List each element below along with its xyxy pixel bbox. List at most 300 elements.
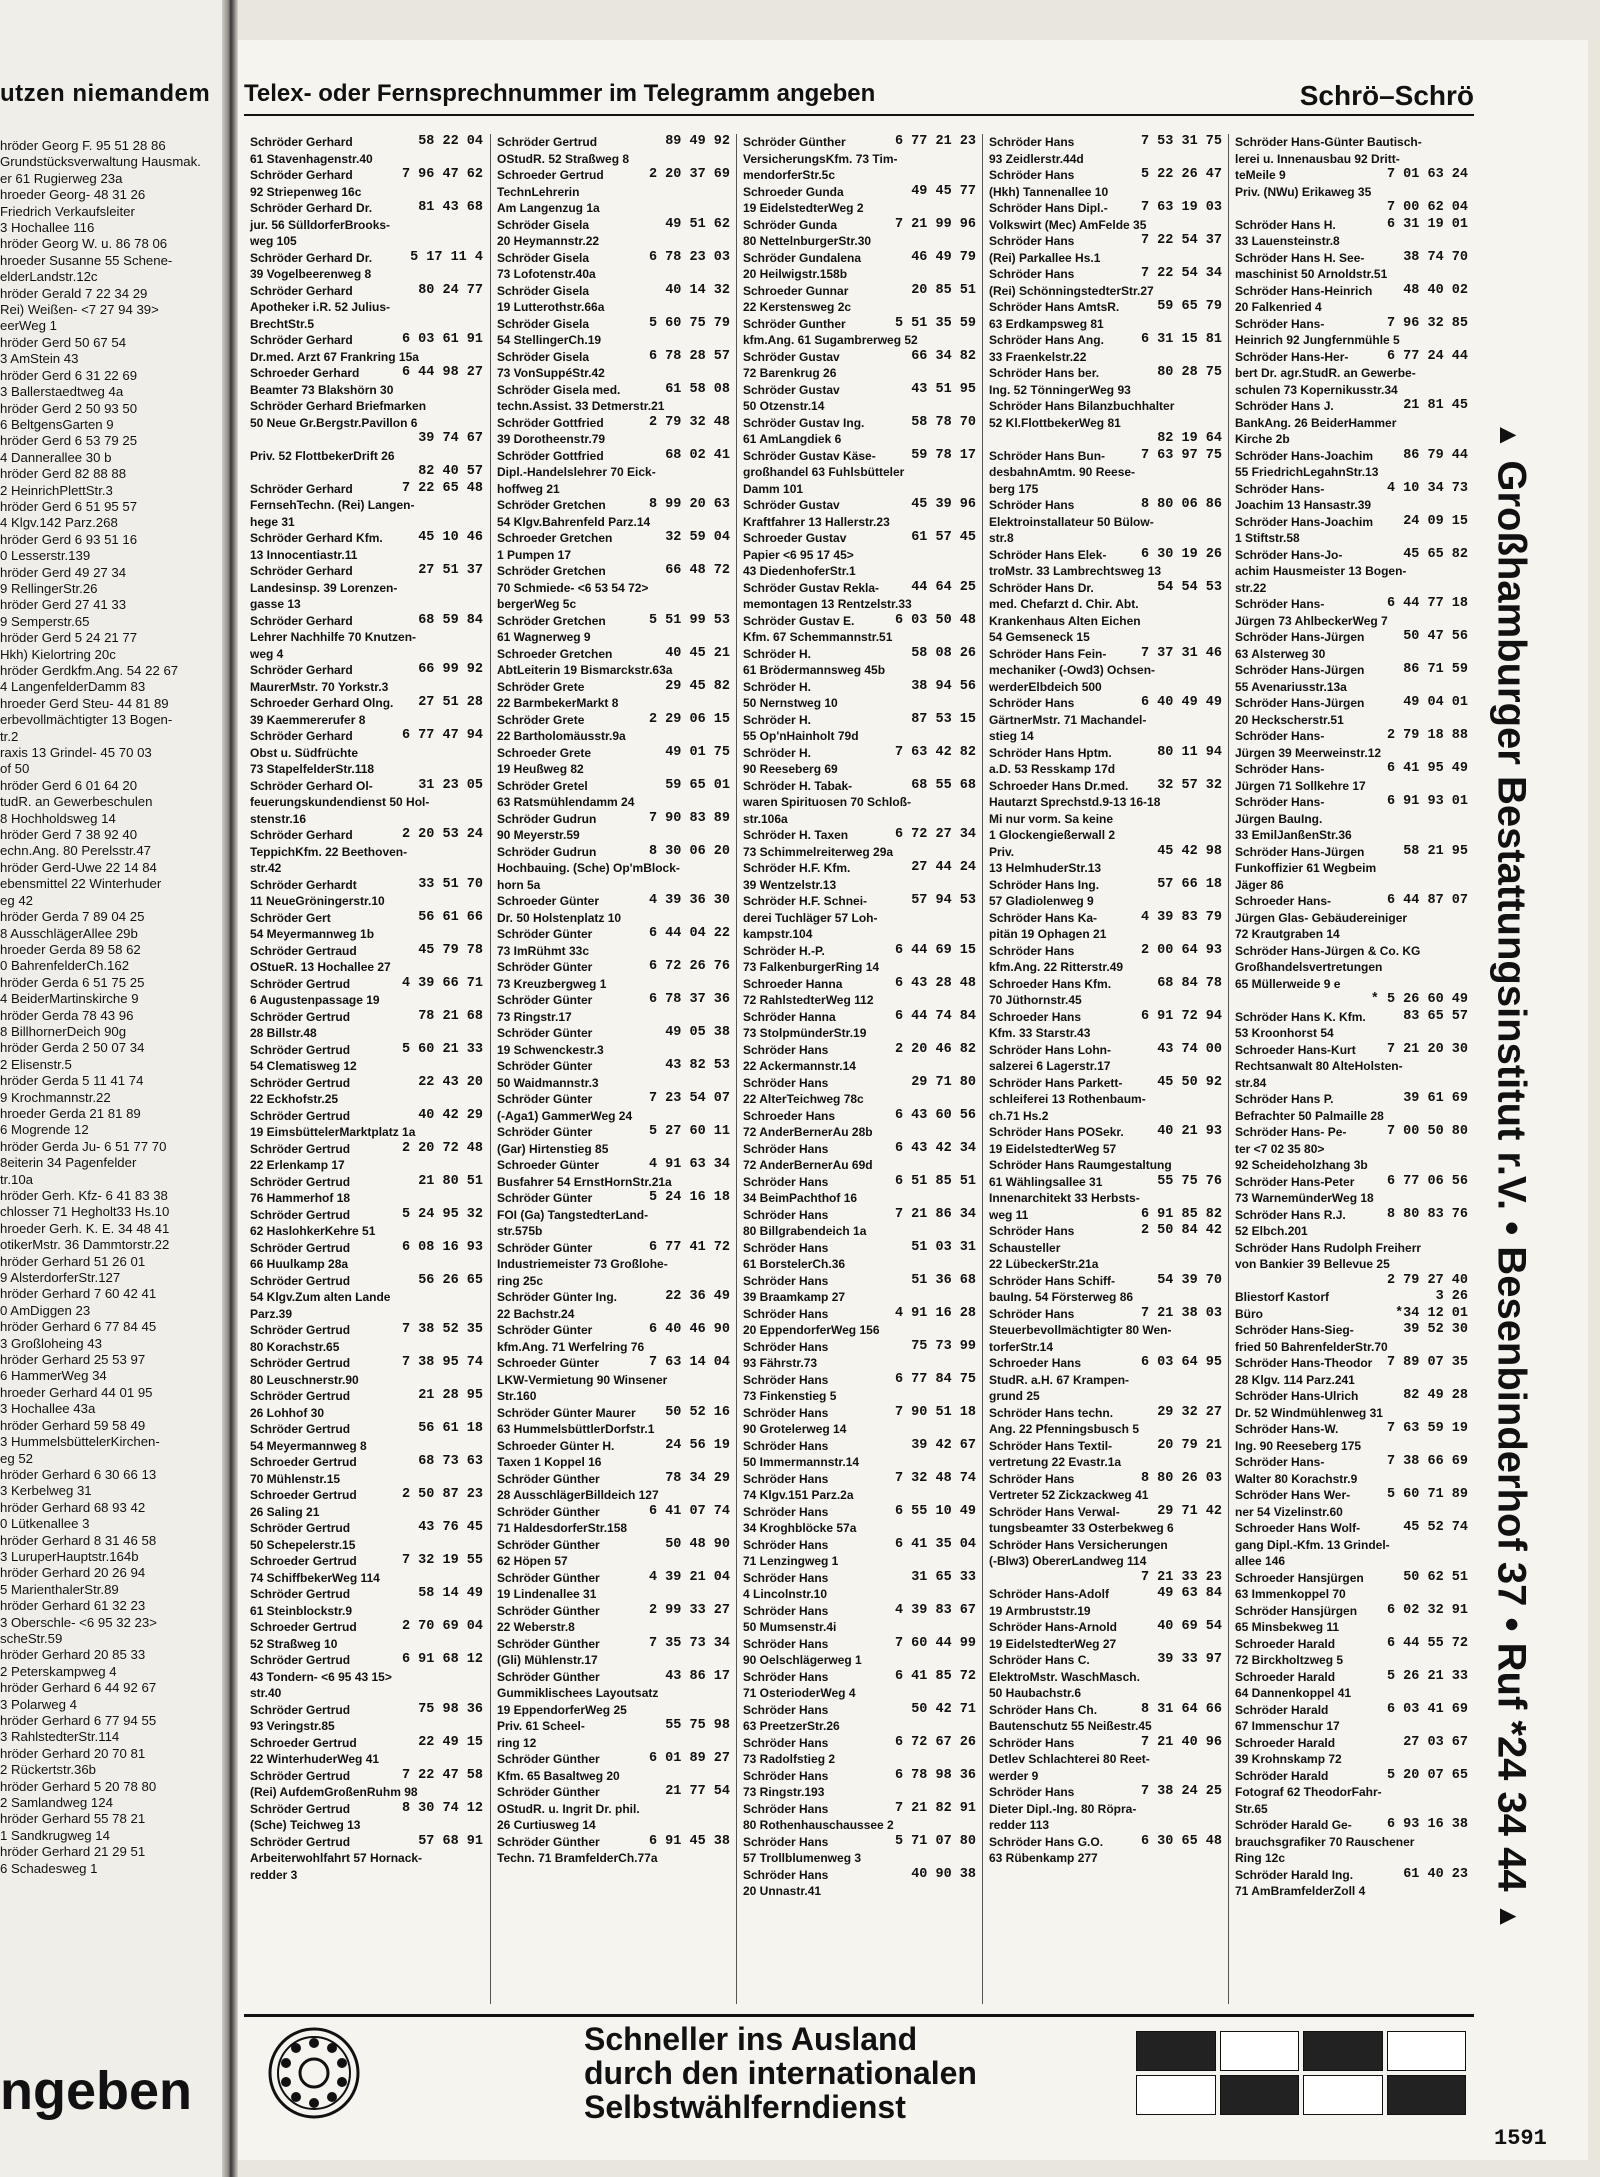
entry-phone-number: 38 74 70	[1403, 249, 1468, 265]
entry-name: Schröder Harald	[1235, 1768, 1329, 1783]
directory-entry	[491, 1174, 734, 1191]
directory-entry	[737, 811, 980, 828]
directory-entry	[983, 844, 1226, 861]
left-entry: 0 Lesserstr.139	[0, 548, 91, 564]
entry-phone-number: 6 77 84 75	[894, 1371, 976, 1387]
directory-entry	[1229, 1471, 1472, 1488]
directory-entry	[244, 448, 487, 465]
entry-phone-number: 86 71 59	[1403, 662, 1468, 677]
directory-entry	[983, 1174, 1226, 1191]
left-entry: 9 Krochmannstr.22	[0, 1089, 111, 1105]
entry-name: Schröder Hans Elek-	[989, 547, 1107, 562]
entry-name: Ing. 52 TönningerWeg 93	[989, 382, 1131, 397]
left-entry: hröder Gerhard 20 85 33	[0, 1647, 146, 1663]
entry-phone-number: 5 51 35 59	[894, 315, 976, 331]
directory-entry	[491, 860, 734, 877]
entry-name: Landesinsp. 39 Lorenzen-	[250, 580, 398, 595]
entry-phone-number: 6 91 85 82	[1140, 1206, 1222, 1222]
left-page-entries	[0, 138, 210, 1877]
directory-entry	[1229, 1685, 1472, 1702]
flag-icon	[1220, 2031, 1300, 2071]
directory-entry	[1229, 1867, 1472, 1884]
directory-entry	[1229, 1652, 1472, 1669]
directory-entry	[244, 134, 487, 151]
entry-phone-number: 58 22 04	[418, 134, 483, 149]
entry-name: 92 Scheideholzhang 3b	[1235, 1158, 1368, 1172]
entry-name: Dr. 50 Holstenplatz 10	[497, 910, 622, 925]
directory-entry	[983, 1636, 1226, 1653]
entry-name: 26 Lohhof 30	[250, 1405, 325, 1420]
directory-entry	[983, 1388, 1226, 1405]
left-entry: 4 BeiderMartinskirche 9	[0, 991, 139, 1007]
entry-name: 80 Korachstr.65	[250, 1339, 340, 1354]
entry-name: Schröder Hans Versicherungen	[989, 1537, 1168, 1552]
entry-name: 62 HaslohkerKehre 51	[250, 1224, 376, 1238]
entry-phone-number: 6 77 06 56	[1386, 1173, 1468, 1189]
directory-entry	[1229, 1091, 1472, 1108]
entry-phone-number: 22 49 15	[418, 1734, 483, 1750]
entry-phone-number: 55 75 76	[1157, 1173, 1222, 1189]
directory-entry	[1229, 299, 1472, 316]
entry-name: bauIng. 54 Försterweg 86	[989, 1290, 1134, 1304]
entry-phone-number: 40 90 38	[911, 1866, 976, 1882]
side-ad-text: Großhamburger Bestattungsinstitut r.V. • Besenbinderhof 37 • Ruf *24 34 44	[1489, 460, 1534, 1892]
directory-entry	[491, 1141, 734, 1158]
entry-phone-number: 29 45 82	[665, 678, 730, 694]
directory-entry	[244, 662, 487, 679]
entry-name: Jürgen 71 Sollkehre 17	[1235, 778, 1366, 793]
entry-phone-number: 6 40 46 90	[648, 1322, 730, 1337]
entry-name: Jürgen Glas- Gebäudereiniger	[1235, 910, 1408, 925]
entry-phone-number: 82 49 28	[1403, 1388, 1468, 1403]
entry-name: Schröder Hans-Jürgen & Co. KG	[1235, 943, 1421, 958]
entry-phone-number: 4 39 66 71	[401, 975, 483, 991]
left-entry: 9 RellingerStr.26	[0, 580, 98, 596]
left-entry: hröder Gerhard 59 58 49	[0, 1417, 146, 1433]
left-entry: hroeder Gerd Steu- 44 81 89	[0, 695, 169, 711]
entry-name: a.D. 53 Resskamp 17d	[989, 762, 1116, 776]
directory-entry	[737, 1553, 980, 1570]
entry-name: 54 Meyermannweg 1b	[250, 927, 375, 941]
directory-entry	[1229, 943, 1472, 960]
entry-name: 6 Augustenpassage 19	[250, 993, 380, 1007]
entry-phone-number: 49 04 01	[1403, 695, 1468, 710]
entry-name: Schroeder Gertrud	[497, 168, 604, 182]
directory-entry	[1229, 250, 1472, 267]
entry-phone-number: 6 41 35 04	[894, 1536, 976, 1552]
entry-name: weg 4	[250, 646, 284, 661]
directory-entry	[1229, 959, 1472, 976]
entry-name: Schröder Hans	[743, 1042, 829, 1057]
entry-phone-number: 2 20 37 69	[648, 167, 730, 182]
entry-name: schulen 73 Kopernikusstr.34	[1235, 382, 1398, 397]
left-entry: hröder Gerhard 20 26 94	[0, 1565, 146, 1581]
directory-entry	[244, 877, 487, 894]
directory-entry	[1229, 844, 1472, 861]
entry-phone-number: 6 77 41 72	[648, 1239, 730, 1255]
directory-entry	[244, 794, 487, 811]
directory-entry	[1229, 1108, 1472, 1125]
entry-phone-number: 61 58 08	[665, 381, 730, 397]
entry-phone-number: 45 39 96	[911, 497, 976, 512]
directory-entry	[737, 431, 980, 448]
entry-name: bergerWeg 5c	[497, 597, 577, 611]
entry-name: 54 Meyermannweg 8	[250, 1438, 367, 1453]
directory-entry	[1229, 398, 1472, 415]
left-entry: 4 LangenfelderDamm 83	[0, 679, 146, 695]
directory-entry	[737, 1141, 980, 1158]
entry-name: desbahnAmtm. 90 Reese-	[989, 465, 1136, 479]
entry-phone-number: 4 39 36 30	[648, 893, 730, 908]
entry-name: 26 Saling 21	[250, 1504, 320, 1519]
entry-phone-number: 56 61 18	[418, 1421, 483, 1436]
entry-name: Innenarchitekt 33 Herbsts-	[989, 1191, 1140, 1205]
entry-phone-number: 6 93 16 38	[1386, 1817, 1468, 1832]
entry-name: von Bankier 39 Bellevue 25	[1235, 1257, 1390, 1271]
entry-name: Schröder Hans P.	[1235, 1092, 1334, 1106]
entry-name: 63 HummelsbüttlerDorfstr.1	[497, 1422, 655, 1436]
directory-entry	[983, 1091, 1226, 1108]
entry-phone-number: 27 03 67	[1403, 1734, 1468, 1750]
directory-entry	[737, 1537, 980, 1554]
entry-name: ElektroMstr. WaschMasch.	[989, 1669, 1140, 1684]
directory-entry	[491, 728, 734, 745]
directory-entry	[491, 233, 734, 250]
directory-entry	[737, 1042, 980, 1059]
entry-name: allee 146	[1235, 1554, 1286, 1568]
left-entry: 8eiterin 34 Pagenfelder	[0, 1155, 137, 1171]
directory-entry	[983, 646, 1226, 663]
left-entry: 2 Samlandweg 124	[0, 1795, 113, 1811]
entry-name: Schröder Hans	[743, 1141, 829, 1156]
directory-entry	[737, 1421, 980, 1438]
entry-name: Schröder Hans Dr.	[989, 580, 1094, 595]
directory-entry	[983, 1685, 1226, 1702]
entry-name: Priv.	[989, 844, 1015, 859]
entry-phone-number: 43 51 95	[911, 381, 976, 397]
entry-phone-number: 5 17 11 4	[410, 249, 483, 265]
entry-phone-number: 5 60 71 89	[1386, 1487, 1468, 1502]
directory-entry	[1229, 1883, 1472, 1900]
entry-name: Schröder Gisela med.	[497, 382, 621, 397]
entry-phone-number: 8 31 64 66	[1140, 1701, 1222, 1717]
entry-name: pitän 19 Ophagen 21	[989, 927, 1107, 941]
directory-entry	[983, 217, 1226, 234]
directory-entry	[1229, 431, 1472, 448]
entry-name: feuerungskundendienst 50 Hol-	[250, 795, 430, 809]
entry-name: fried 50 BahrenfelderStr.70	[1235, 1339, 1388, 1354]
entry-phone-number: 5 60 75 79	[648, 315, 730, 331]
entry-name: 73 StolpmünderStr.19	[743, 1026, 867, 1040]
entry-name: Schröder Hans	[743, 1768, 829, 1783]
left-entry: hröder Gerhard 5 20 78 80	[0, 1778, 157, 1794]
entry-name: str.22	[1235, 580, 1267, 595]
directory-entry	[737, 662, 980, 679]
entry-phone-number: 75 98 36	[418, 1701, 483, 1717]
entry-name: 39 Dorotheenstr.79	[497, 432, 606, 446]
entry-phone-number: 20 79 21	[1157, 1437, 1222, 1453]
left-entry: hroeder Gerhard 44 01 95	[0, 1384, 153, 1400]
directory-entry	[737, 530, 980, 547]
entry-phone-number: 7 21 20 30	[1386, 1041, 1468, 1057]
entry-name: Schröder Hans Schiff-	[989, 1273, 1116, 1288]
entry-name: Schröder Gisela	[497, 283, 590, 298]
entry-name: 53 Kroonhorst 54	[1235, 1026, 1334, 1040]
book-binding	[222, 0, 238, 2177]
left-entry: hröder Gerhard 6 44 92 67	[0, 1680, 157, 1696]
directory-entry	[491, 497, 734, 514]
entry-name: 20 EppendorferWeg 156	[743, 1323, 880, 1337]
entry-name: Schröder Günter	[497, 960, 593, 974]
directory-entry	[737, 233, 980, 250]
entry-name: 52 Kl.FlottbekerWeg 81	[989, 415, 1121, 430]
directory-entry	[983, 1487, 1226, 1504]
entry-name: 73 ImRühmt 33c	[497, 943, 590, 958]
directory-entry	[244, 1174, 487, 1191]
left-entry: hröder Gerhard 8 31 46 58	[0, 1532, 157, 1548]
entry-name: Jürgen 39 Meerweinstr.12	[1235, 745, 1382, 760]
directory-entry	[491, 431, 734, 448]
directory-entry	[491, 877, 734, 894]
directory-entry	[983, 662, 1226, 679]
directory-entry	[1229, 563, 1472, 580]
directory-entry	[1229, 1735, 1472, 1752]
directory-entry	[1229, 415, 1472, 432]
directory-entry	[244, 415, 487, 432]
entry-phone-number: 8 80 06 86	[1140, 497, 1222, 512]
directory-entry	[983, 1141, 1226, 1158]
entry-name: Kraftfahrer 13 Hallerstr.23	[743, 514, 890, 529]
entry-name: Schroeder Gertrud	[250, 1735, 357, 1750]
entry-phone-number: 7 22 65 48	[401, 480, 483, 496]
entry-name: Schröder Hans	[989, 135, 1075, 149]
directory-entry	[244, 1751, 487, 1768]
directory-entry	[491, 679, 734, 696]
left-entry: 3 Ballerstaedtweg 4a	[0, 384, 124, 400]
entry-phone-number: 45 52 74	[1403, 1520, 1468, 1535]
directory-entry	[244, 1718, 487, 1735]
entry-name: 74 SchiffbekerWeg 114	[250, 1570, 380, 1585]
directory-entry	[491, 250, 734, 267]
directory-entry	[737, 1009, 980, 1026]
entry-name: Schröder Gertrud	[250, 976, 351, 991]
directory-entry	[1229, 151, 1472, 168]
entry-name: brauchsgrafiker 70 Rauschener	[1235, 1834, 1415, 1849]
entry-name: Bliestorf Kastorf	[1235, 1290, 1330, 1304]
directory-entry	[737, 299, 980, 316]
directory-entry	[1229, 1669, 1472, 1686]
entry-name: Schröder Hans Dipl.-	[989, 201, 1108, 215]
entry-name: Fotograf 62 TheodorFahr-	[1235, 1785, 1382, 1799]
directory-entry	[491, 844, 734, 861]
entry-name: Schroeder Hans	[989, 1356, 1082, 1370]
directory-entry	[491, 167, 734, 184]
entry-name: Taxen 1 Koppel 16	[497, 1455, 602, 1469]
left-entry: hroeder Gerda 89 58 62	[0, 941, 141, 957]
entry-name: Schröder Hans-Jürgen	[1235, 844, 1365, 859]
directory-entry	[1229, 1817, 1472, 1834]
entry-phone-number: * 5 26 60 49	[1370, 992, 1468, 1007]
flag-icon	[1387, 2031, 1467, 2071]
directory-entry	[737, 151, 980, 168]
directory-entry	[737, 200, 980, 217]
directory-entry	[983, 1273, 1226, 1290]
entry-name: 13 HelmhuderStr.13	[989, 861, 1102, 875]
entry-name: Schröder Gottfried	[497, 415, 604, 430]
entry-name: stenstr.16	[250, 811, 307, 826]
directory-entry	[491, 1322, 734, 1339]
directory-entry	[1229, 1322, 1472, 1339]
left-entry: 8 Hochholdsweg 14	[0, 810, 116, 826]
entry-name: 39 Vogelbeerenweg 8	[250, 267, 372, 281]
directory-entry	[983, 1306, 1226, 1323]
left-entry: 2 Rückertstr.36b	[0, 1762, 97, 1778]
entry-name: Schroeder Gertrud	[250, 1620, 357, 1634]
entry-phone-number: 22 36 49	[665, 1289, 730, 1304]
entry-name: kfm.Ang. 61 Sugambrerweg 52	[743, 333, 918, 347]
entry-name: Schröder Günther	[497, 1603, 600, 1618]
entry-name: stieg 14	[989, 729, 1034, 743]
directory-entry	[244, 778, 487, 795]
entry-phone-number: 5 27 60 11	[648, 1124, 730, 1139]
entry-name: Schröder Hans	[743, 1075, 829, 1090]
directory-entry	[491, 1240, 734, 1257]
directory-entry	[491, 1124, 734, 1141]
entry-name: med. Chefarzt d. Chir. Abt.	[989, 597, 1139, 611]
entry-phone-number: 43 86 17	[665, 1668, 730, 1684]
directory-entry	[1229, 926, 1472, 943]
entry-phone-number: 2 79 27 40	[1386, 1272, 1468, 1288]
directory-entry	[244, 1669, 487, 1686]
entry-name: Schröder Hans-Jürgen	[1235, 696, 1365, 710]
entry-phone-number: 66 48 72	[665, 563, 730, 578]
entry-name: Dipl.-Handelslehrer 70 Eick-	[497, 465, 656, 479]
directory-entry	[244, 959, 487, 976]
entry-name: grund 25	[989, 1389, 1040, 1403]
entry-name: 67 Immenschur 17	[1235, 1719, 1340, 1733]
directory-entry	[737, 1718, 980, 1735]
entry-name: Schroeder Günter H.	[497, 1438, 615, 1453]
directory-entry	[737, 398, 980, 415]
directory-entry	[491, 761, 734, 778]
entry-phone-number: 86 79 44	[1403, 447, 1468, 463]
entry-name: Schröder Hans Ka-	[989, 910, 1098, 925]
entry-name: Schröder Hans-Her-	[1235, 349, 1349, 364]
directory-entry	[983, 596, 1226, 613]
entry-name: 72 AnderBernerAu 28b	[743, 1125, 873, 1139]
entry-name: Schröder Günter	[497, 1026, 593, 1040]
left-entry: 0 AmDiggen 23	[0, 1302, 91, 1318]
entry-name: 50 Mumsenstr.4i	[743, 1620, 837, 1634]
entry-name: Schröder Hans- Pe-	[1235, 1125, 1347, 1139]
directory-entry	[491, 299, 734, 316]
entry-phone-number: 50 42 71	[911, 1701, 976, 1717]
directory-entry	[244, 1075, 487, 1092]
directory-entry	[244, 1322, 487, 1339]
directory-entry	[737, 943, 980, 960]
directory-entry	[491, 563, 734, 580]
entry-phone-number: 51 36 68	[911, 1272, 976, 1288]
entry-name: Schröder Hans	[743, 1834, 829, 1849]
entry-name: OStudR. 52 Straßweg 8	[497, 151, 630, 166]
entry-phone-number: 43 82 53	[665, 1058, 730, 1073]
entry-name: 61 Brödermannsweg 45b	[743, 663, 886, 677]
directory-entry	[244, 1240, 487, 1257]
entry-name: salzerei 6 Lagerstr.17	[989, 1059, 1111, 1073]
entry-name: Schröder Grete	[497, 679, 585, 694]
directory-entry	[983, 1355, 1226, 1372]
entry-name: Damm 101	[743, 481, 804, 496]
entry-name: Schröder Harald Ge-	[1235, 1818, 1352, 1832]
entry-name: Schröder Gisela	[497, 217, 590, 232]
directory-entry	[737, 1801, 980, 1818]
entry-name: Schröder Hans	[743, 1405, 829, 1420]
entry-phone-number: 32 57 32	[1157, 777, 1222, 793]
column-2	[490, 134, 734, 2004]
entry-name: Schröder Gertrud	[250, 1768, 351, 1783]
entry-name: Schröder Harald Ing.	[1235, 1867, 1354, 1882]
entry-name: Apotheker i.R. 52 Julius-	[250, 300, 391, 314]
entry-name: Schröder Günter	[497, 1059, 593, 1073]
entry-name: 11 NeueGröningerstr.10	[250, 894, 385, 908]
directory-entry	[491, 530, 734, 547]
left-entry: hröder Gerhard 51 26 01	[0, 1253, 146, 1269]
entry-name: Schröder Hans	[743, 1537, 829, 1552]
entry-name: 63 Erdkampsweg 81	[989, 316, 1104, 331]
entry-name: 4 Lincolnstr.10	[743, 1587, 828, 1601]
entry-name: Schröder Gertrud	[250, 1240, 351, 1255]
directory-entry	[1229, 1438, 1472, 1455]
entry-name: 22 Ackermannstr.14	[743, 1059, 856, 1073]
entry-phone-number: 39 61 69	[1403, 1091, 1468, 1106]
directory-entry	[737, 613, 980, 630]
directory-entry	[244, 382, 487, 399]
entry-name: derei Tuchläger 57 Loh-	[743, 910, 878, 925]
entry-name: Str.160	[497, 1389, 537, 1403]
entry-phone-number: 8 30 74 12	[401, 1800, 483, 1816]
directory-entry	[1229, 712, 1472, 729]
directory-entry	[244, 629, 487, 646]
entry-name: 73 FalkenburgerRing 14	[743, 960, 880, 974]
entry-name: Schröder H.	[743, 745, 812, 760]
entry-phone-number: 8 80 83 76	[1386, 1206, 1468, 1222]
entry-phone-number: 6 91 93 01	[1386, 794, 1468, 809]
entry-name: 1 Pumpen 17	[497, 547, 572, 562]
entry-name: Schröder Gunda	[743, 217, 838, 232]
entry-phone-number: 6 41 85 72	[894, 1668, 976, 1684]
entry-name: Schröder Hans Ang.	[989, 333, 1104, 347]
entry-name: 34 Kroghblöcke 57a	[743, 1521, 857, 1535]
entry-phone-number: 21 80 51	[418, 1173, 483, 1189]
entry-name: AbtLeiterin 19 Bismarckstr.63a	[497, 663, 673, 677]
left-entry: hröder Gerd 7 38 92 40	[0, 827, 138, 843]
directory-entry	[1229, 1289, 1472, 1306]
entry-name: Schröder Gundalena	[743, 250, 862, 265]
entry-phone-number: 5 24 95 32	[401, 1206, 483, 1222]
directory-entry	[737, 1520, 980, 1537]
directory-entry	[737, 1883, 980, 1900]
entry-name: Steuerbevollmächtigter 80 Wen-	[989, 1323, 1172, 1337]
entry-name: (Gar) Hirtenstieg 85	[497, 1141, 609, 1156]
directory-entry	[491, 1570, 734, 1587]
entry-phone-number: 78 21 68	[418, 1008, 483, 1024]
entry-name: achim Hausmeister 13 Bogen-	[1235, 564, 1407, 578]
entry-name: Schröder Hans	[989, 1306, 1075, 1321]
left-entry: eg 42	[0, 892, 34, 908]
left-page	[0, 0, 228, 2177]
directory-entry	[737, 877, 980, 894]
entry-name: 80 Rothenhauschaussee 2	[743, 1818, 894, 1832]
